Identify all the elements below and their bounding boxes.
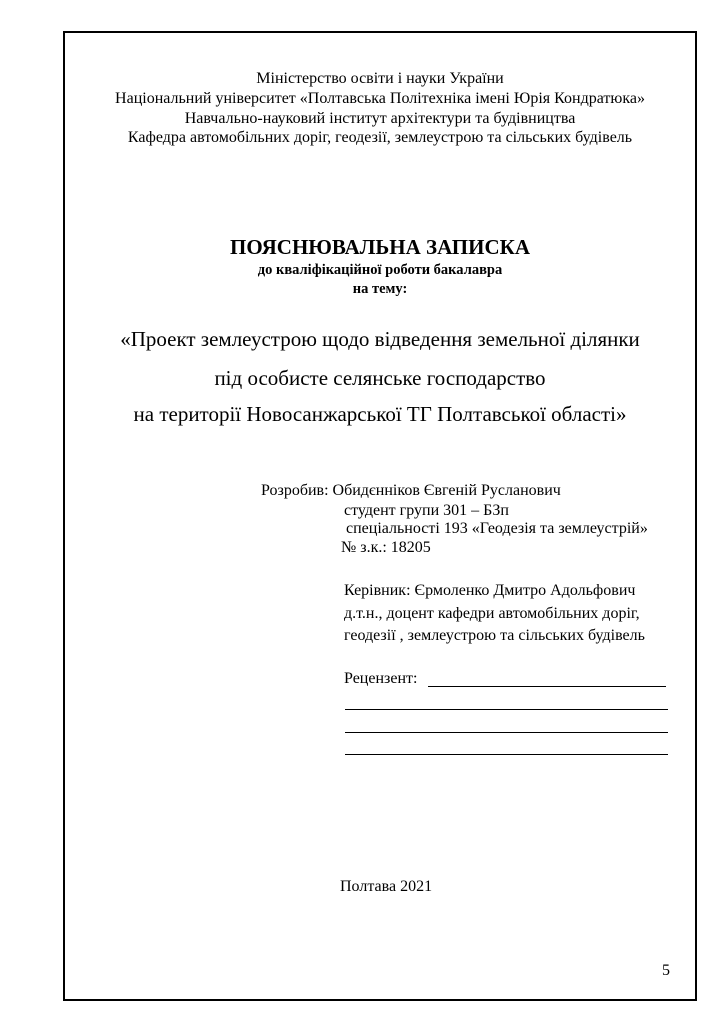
author-specialty: спеціальності 193 «Геодезія та землеустрій» (346, 520, 648, 537)
department-line: Кафедра автомобільних доріг, геодезії, землеустрою та сільських будівель (127, 129, 633, 146)
document-title: ПОЯСНЮВАЛЬНА ЗАПИСКА (229, 235, 531, 259)
ministry-line: Міністерство освіти і науки України (256, 70, 504, 87)
author-record-book: № з.к.: 18205 (341, 539, 431, 556)
topic-line-1: «Проект землеустрою щодо відведення земельної ділянки (120, 327, 640, 351)
reviewer-blank-line (428, 686, 666, 687)
page-number: 5 (662, 962, 670, 979)
university-line: Національний університет «Полтавська Політехніка імені Юрія Кондратюка» (115, 90, 645, 107)
topic-line-2: під особисте селянське господарство (214, 366, 546, 390)
reviewer-blank-line (345, 709, 668, 710)
supervisor-name: Керівник: Єрмоленко Дмитро Адольфович (344, 582, 636, 599)
reviewer-blank-line (345, 754, 668, 755)
reviewer-blank-line (345, 732, 668, 733)
supervisor-department: геодезії , землеустрою та сільських будівель (344, 627, 645, 644)
document-subtitle: до кваліфікаційної роботи бакалавра (257, 262, 503, 278)
topic-line-3: на території Новосанжарської ТГ Полтавської області» (133, 402, 627, 426)
author-name: Розробив: Обидєнніков Євгеній Русланович (261, 482, 561, 499)
author-group: студент групи 301 – БЗп (344, 502, 509, 519)
reviewer-label: Рецензент: (344, 670, 418, 687)
city-year: Полтава 2021 (340, 878, 433, 895)
topic-label: на тему: (352, 281, 408, 297)
institute-line: Навчально-науковий інститут архітектури та будівництва (184, 110, 576, 127)
supervisor-position: д.т.н., доцент кафедри автомобільних доріг, (344, 605, 640, 622)
